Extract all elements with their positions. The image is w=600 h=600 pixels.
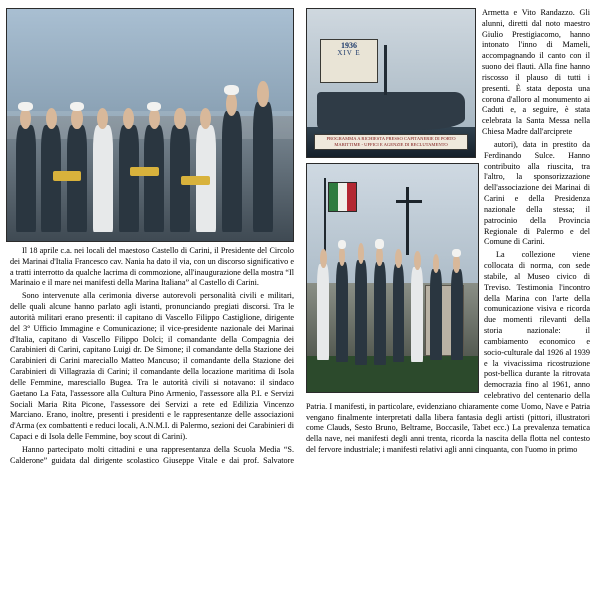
paragraph-5: La collezione viene collocata di norma, con sede stabile, al Museo civico di Treviso. Testimonia l'incontro della Marina con l'arte della comunicazione visiva e ricorda due momenti rilevanti della storia nazionale: il cambiamento economico e socio-culturale dal 1926 al 1939 e la vivacissima ricostruzione post-bellica durante la ritrovata democrazia fino al 1961, anno celebrativo del centenario della Patria. I manifesti, in particolare, evidenziano chiaramente come Uomo, Nave e Patria vengano finalmente interpretati dalla libera fantasia degli artisti (pittori, illustratori come Clauds, Sesto Bruno, Beltrame, Boccasile, Tabet ecc.) La prevalenza tematica della nave, nei manifesti degli anni trenta, ricorda la nascita della flotta nel contesto del fervore industriale; i manifesti relativi agli anni cinquanta, con l'uomo in primo <box>306 250 590 455</box>
person-figure <box>222 111 242 232</box>
ceremony-wreath-photo <box>306 163 479 393</box>
exhibition-poster-photo <box>306 8 476 158</box>
group-photo-musicians <box>6 8 294 242</box>
instrument-icon <box>181 176 210 185</box>
poster-plaque-roman: XIV E <box>337 49 361 58</box>
person-figure <box>355 260 367 365</box>
person-figure <box>411 267 423 363</box>
paragraph-3: Hanno partecipato molti cittadini e una rappresentanza della Scuola Media “S. Calderone” guidata dal dirigente scolastico Giuseppe Vitale e dai prof. Salvatore Armetta e Vito Randazzo. Gli alunni, diretti dal noto maestro Giulio Prestigiacomo, hanno intonato l'inno di Mameli, accompagnando il canto con il suono dei flauti. Alla fine hanno riscosso il plauso di tutti i presenti. È stata deposta una corona d'alloro al monumento ai Caduti e, a seguire, è stata celebrata la Santa Messa nella Chiesa Madre dall'arciprete <box>10 8 590 465</box>
poster-mast <box>384 45 387 95</box>
article-columns <box>10 8 590 594</box>
person-figure <box>451 269 463 360</box>
photo-sky <box>7 9 293 116</box>
person-figure <box>16 125 36 232</box>
italian-flag-icon <box>328 182 357 211</box>
poster-ship <box>317 92 465 130</box>
person-figure <box>93 125 113 232</box>
paragraph-2: Sono intervenute alla cerimonia diverse autorevoli personalità civili e militari, delle quali alcune hanno parlato agli istanti, pronunciando pregiati discorsi. Tra le autorità militari erano presenti: il capitano di Vascello Filippo Castiglione, dirigente del 3° Ufficio Immagine e Comunicazione; il vice-presidente nazionale dei Marinai d'Italia, capitano di Vascello Filippo Dolci; il comandante della Compagnia dei Carabinieri di Carini, capitano Luigi dr. De Simone; il comandante della Stazione dei Carabinieri di Carini mareciallo Matteo Mancuso; il comandante della Stazione dei Carabinieri di Villagrazia di Carini; il comandante della locazione maritima di Isola delle Femmine, maresciallo Bugea. Tra le autorità civili si notavano: il sindaco Gaetano La Fata, l'assessore alla Cultura Pino Armenio, l'assessore alla P.I. e Servizi Sociali Maria Rita Picone, l'assessore dei Servizi a rete ed Edilizia Vincenzo Marciano. Erano, inoltre, presenti i presidenti e le rappresentanze delle associazioni d'Arma (ex combattenti e reduci locali, A.N.M.I. di Palermo, sezioni dei Carabinieri di Capaci e di Isola delle Femmine, boy scout di Carini). <box>10 291 294 442</box>
person-figure <box>119 125 139 232</box>
poster-plaque-year: 1936 <box>340 40 357 50</box>
person-figure <box>317 264 329 360</box>
instrument-icon <box>130 167 159 176</box>
cross-icon <box>396 200 422 203</box>
instrument-icon <box>53 171 82 180</box>
paragraph-1: Il 18 aprile c.a. nei locali del maestoso Castello di Carini, il Presidente del Circolo dei Marinai d'Italia Francesco cav. Nania ha dato il via, con un discorso significativo e a tratti interrotto da qualche lacrima di commozione, all'inaugurazione della mostra “Il Marinaio e il mare nei manifesti della Marina Italiana” al Castello di Carini. <box>10 246 294 288</box>
person-figure <box>374 262 386 365</box>
cross-icon <box>406 187 409 255</box>
person-figure <box>393 264 405 362</box>
paragraph-4: autori), data in prestito da Ferdinando Sulce. Hanno contribuito alla riuscita, tra l'altro, la sponsorizzazione dell'associazione dei Marinai di Carini e della Presidenza nazionale della stessa; il patrocinio della Provincia Regionale di Palermo e del Comune di Carini. <box>484 139 590 247</box>
poster-caption: PROGRAMMA A RICHIESTA PRESSO CAPITANERIE DI PORTO MARITTIME - UFFICI E AGENZIE DI RECLUTAMENTO <box>314 134 469 149</box>
person-figure <box>336 262 348 362</box>
person-figure <box>430 269 442 360</box>
person-figure <box>253 102 273 232</box>
person-figure <box>144 125 164 232</box>
poster-plaque <box>320 39 377 83</box>
